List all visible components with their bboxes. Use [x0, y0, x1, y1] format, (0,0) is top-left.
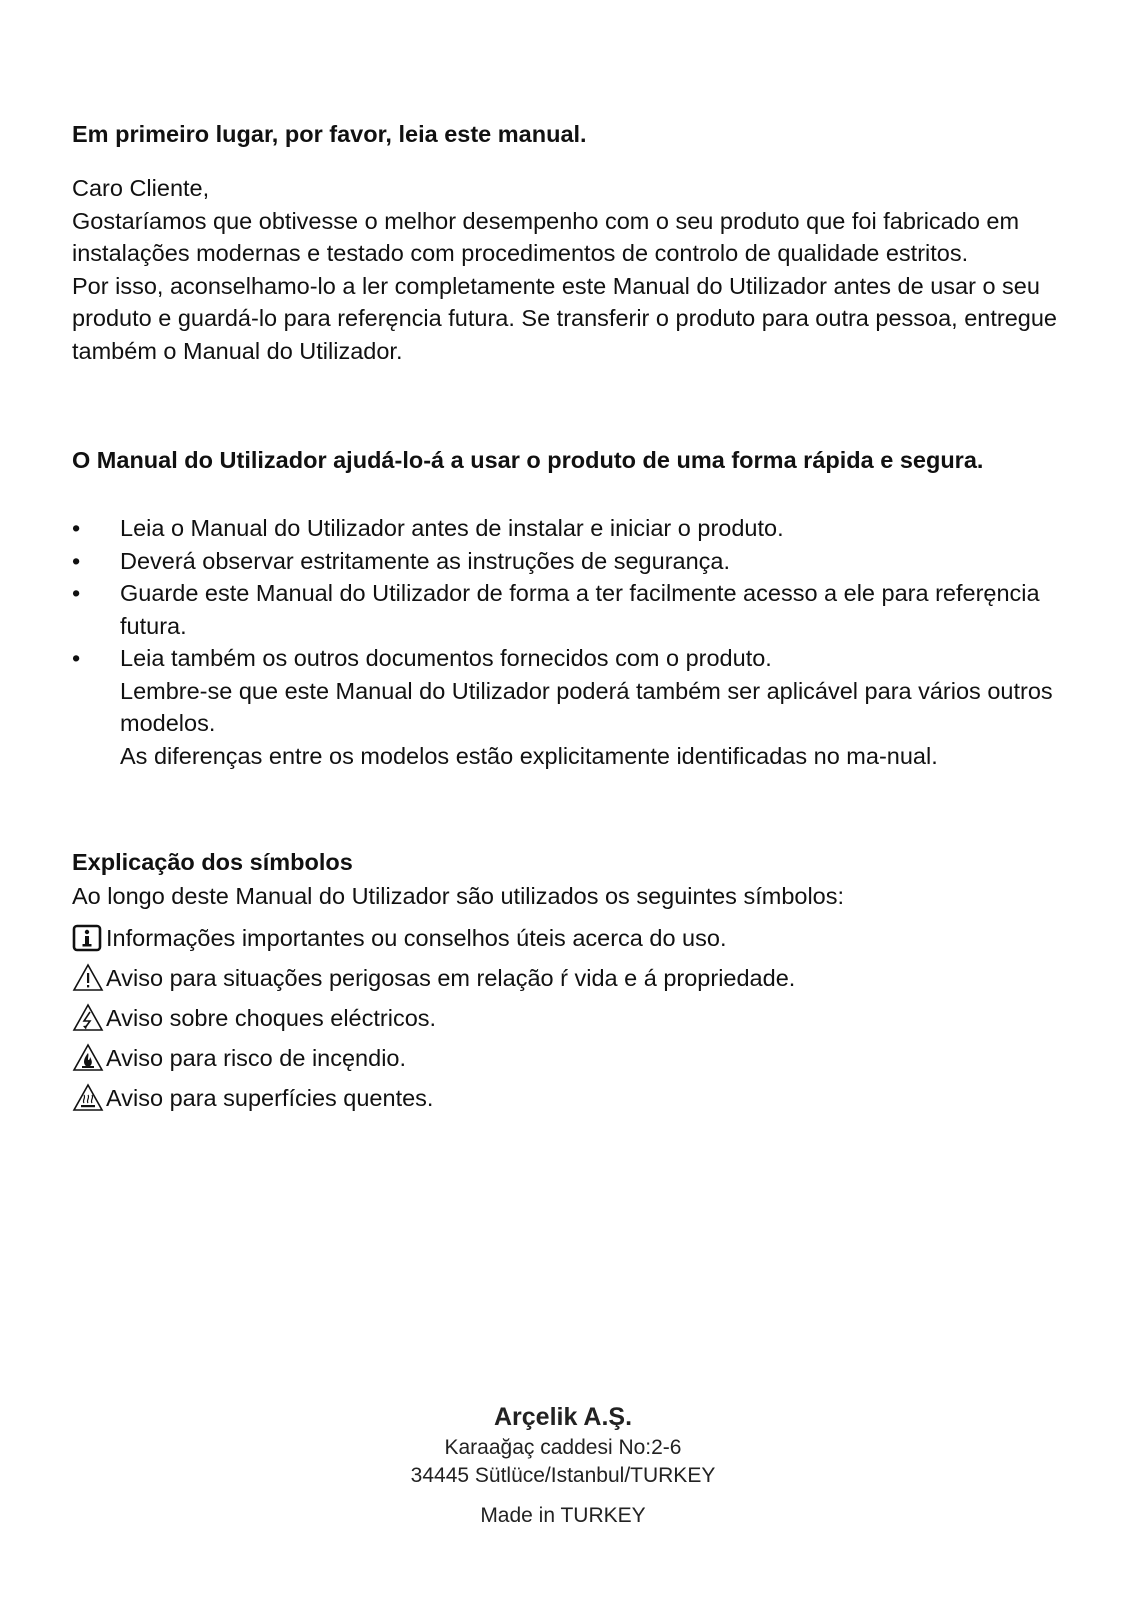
list-item: • Leia o Manual do Utilizador antes de instalar e iniciar o produto. [72, 512, 1057, 545]
list-item: • Guarde este Manual do Utilizador de forma a ter facilmente acesso a ele para referęncia futura. [72, 577, 1057, 642]
info-icon [72, 923, 104, 953]
differences-note: As diferenças entre os modelos estão explicitamente identificadas no ma-nual. [120, 742, 938, 769]
bullet-icon: • [72, 515, 81, 541]
models-note: Lembre-se que este Manual do Utilizador poderá também ser aplicável para vários outros modelos. [120, 677, 1053, 736]
made-in: Made in TURKEY [480, 1504, 646, 1527]
manufacturer-footer [0, 1400, 1126, 1530]
bullet-icon: • [72, 580, 81, 606]
fire-icon [72, 1043, 104, 1073]
bullet-icon: • [72, 645, 81, 671]
symbol-fire: Aviso para risco de incęndio. [72, 1038, 795, 1078]
intro-section [72, 172, 1057, 367]
bullet-icon: • [72, 547, 81, 574]
intro-paragraph-1: Gostaríamos que obtivesse o melhor desempenho com o seu produto que foi fabricado em instalações modernas e testado com procedimentos de controlo de qualidade estritos. [72, 207, 1020, 266]
symbol-list [72, 918, 795, 1118]
symbols-intro: Ao longo deste Manual do Utilizador são utilizados os seguintes símbolos: [72, 883, 845, 909]
greeting: Caro Cliente, [72, 175, 210, 201]
symbol-hot-surface: Aviso para superfícies quentes. [72, 1078, 795, 1118]
warning-icon [72, 963, 104, 993]
heading-manual-helps: O Manual do Utilizador ajudá-lo-á a usar o produto de uma forma rápida e segura. [72, 447, 984, 473]
symbol-electric: Aviso sobre choques eléctricos. [72, 998, 795, 1038]
list-item: • Deverá observar estritamente as instruções de segurança. [72, 545, 1057, 578]
heading-symbols: Explicação dos símbolos [72, 849, 353, 875]
address-line-2: 34445 Sütlüce/Istanbul/TURKEY [410, 1464, 716, 1487]
hot-surface-icon [72, 1083, 104, 1113]
electric-shock-icon [72, 1003, 104, 1033]
symbol-info: Informações importantes ou conselhos úteis acerca do uso. [72, 918, 795, 958]
address-line-1: Karaağaç caddesi No:2-6 [444, 1436, 682, 1459]
company-name: Arçelik A.Ş. [493, 1403, 633, 1431]
list-item: • Leia também os outros documentos fornecidos com o produto. Lembre-se que este Manual do Utilizador poderá também ser aplicável para vários outros modelos. As diferenças entre os modelos estão explicitamente identificadas no ma-nual. [72, 642, 1057, 772]
instruction-list [72, 512, 1057, 772]
symbol-warning: Aviso para situações perigosas em relação ŕ vida e á propriedade. [72, 958, 795, 998]
intro-paragraph-2: Por isso, aconselhamo-lo a ler completamente este Manual do Utilizador antes de usar o seu produto e guardá-lo para referęncia futura. Se transferir o produto para outra pessoa, entregue também o Manual do Utilizador. [72, 272, 1058, 364]
heading-read-manual: Em primeiro lugar, por favor, leia este manual. [72, 121, 587, 147]
